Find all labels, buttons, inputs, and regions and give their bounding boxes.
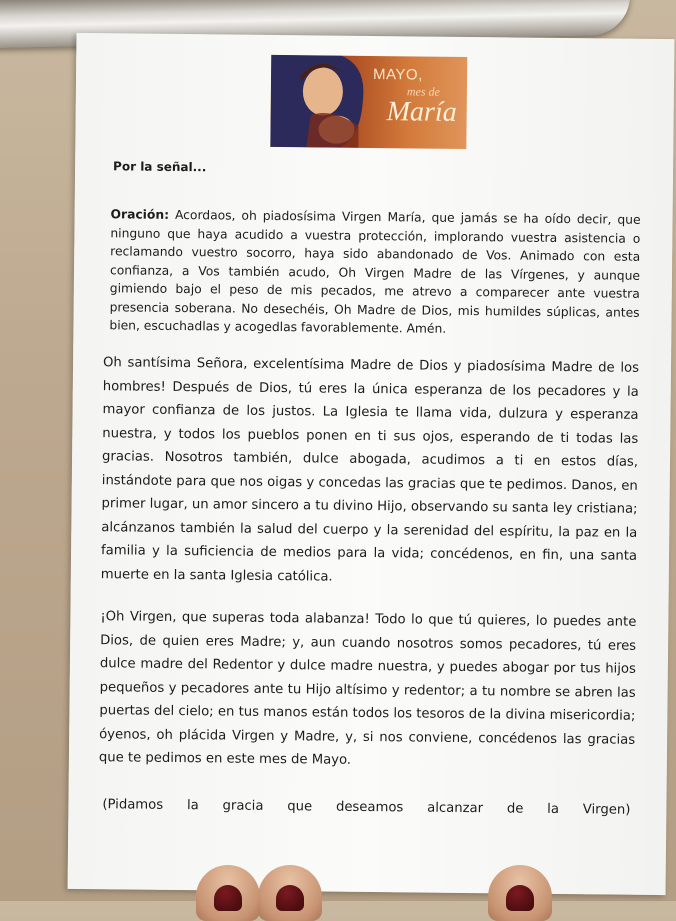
fingertip-right — [488, 865, 552, 921]
prayer-sheet — [68, 33, 675, 895]
banner-subtitle: mes de — [406, 84, 440, 99]
paragraph-santisima: Oh santísima Señora, excelentísima Madre de Dios y piadosísima Madre de los hombres! Después de Dios, tú eres la única esperanza de los pecadores y la mayor confianza de los justos. La Iglesia te llama vida, dulzura y esperanza nuestra, y todos los pueblos ponen en ti sus ojos, esperando de ti todas las gracias. Nosotros también, dulce abogada, acudimos a ti en estos días, instándote para que nos oigas y concedas las gracias que te pedimos. Danos, en primer lugar, un amor sincero a tu divino Hijo, observando su santa ley cristiana; alcánzanos también la salud del cuerpo y la serenidad del espíritu, la paz en la familia y la suficiencia de medios para la vida; concédenos, en fin, una santa muerte en la santa Iglesia católica. — [100, 355, 640, 585]
oracion-text: Acordaos, oh piadosísima Virgen María, que jamás se ha oído decir, que ninguno que haya acudido a vuestra protección, implorando vuestra asistencia o reclamando vuestro socorro, haya sido abandonado de Vos. Animado con esta confianza, a Vos también acudo, Oh Virgen Madre de las Vírgenes, y aunque gimiendo bajo el peso de mis pecados, me atrevo a comparecer ante vuestra presencia soberana. No desechéis, Oh Madre de Dios, mis humildes súplicas, antes bien, escuchadlas y acogedlas favorablemente. Amén. — [109, 207, 641, 336]
banner-maria: María — [386, 96, 457, 128]
fingernail — [276, 885, 304, 911]
paragraph-oh-virgen: ¡Oh Virgen, que superas toda alabanza! Todo lo que tú quieres, lo puedes ante Dios, de quien eres Madre; y, aun cuando nosotros somos pecadores, tú eres dulce madre del Redentor y dulce madre nuestra, y puedes abogar por tus hijos pequeños y pecadores ante tu Hijo altísimo y redentor; a tu nombre se abren las puertas del cielo; en tus manos están todos los tesoros de la divina misericordia; óyenos, oh plácida Virgen y Madre, y, si nos conviene, concédenos las gracias que te pedimos en este mes de Mayo. — [98, 609, 637, 768]
fingernail — [214, 885, 242, 911]
oracion-paragraph — [109, 205, 640, 340]
banner-title: MAYO, — [372, 66, 423, 84]
paragraph-pidamos: (Pidamos la gracia que deseamos alcanzar de la Virgen) — [102, 797, 631, 818]
fingertip-left — [196, 865, 260, 921]
fingernail — [506, 885, 534, 911]
mayo-maria-banner — [270, 55, 467, 149]
fingertip-middle — [258, 865, 322, 921]
intro-line: Por la señal... — [113, 159, 207, 175]
oracion-label: Oración: — [110, 207, 170, 222]
